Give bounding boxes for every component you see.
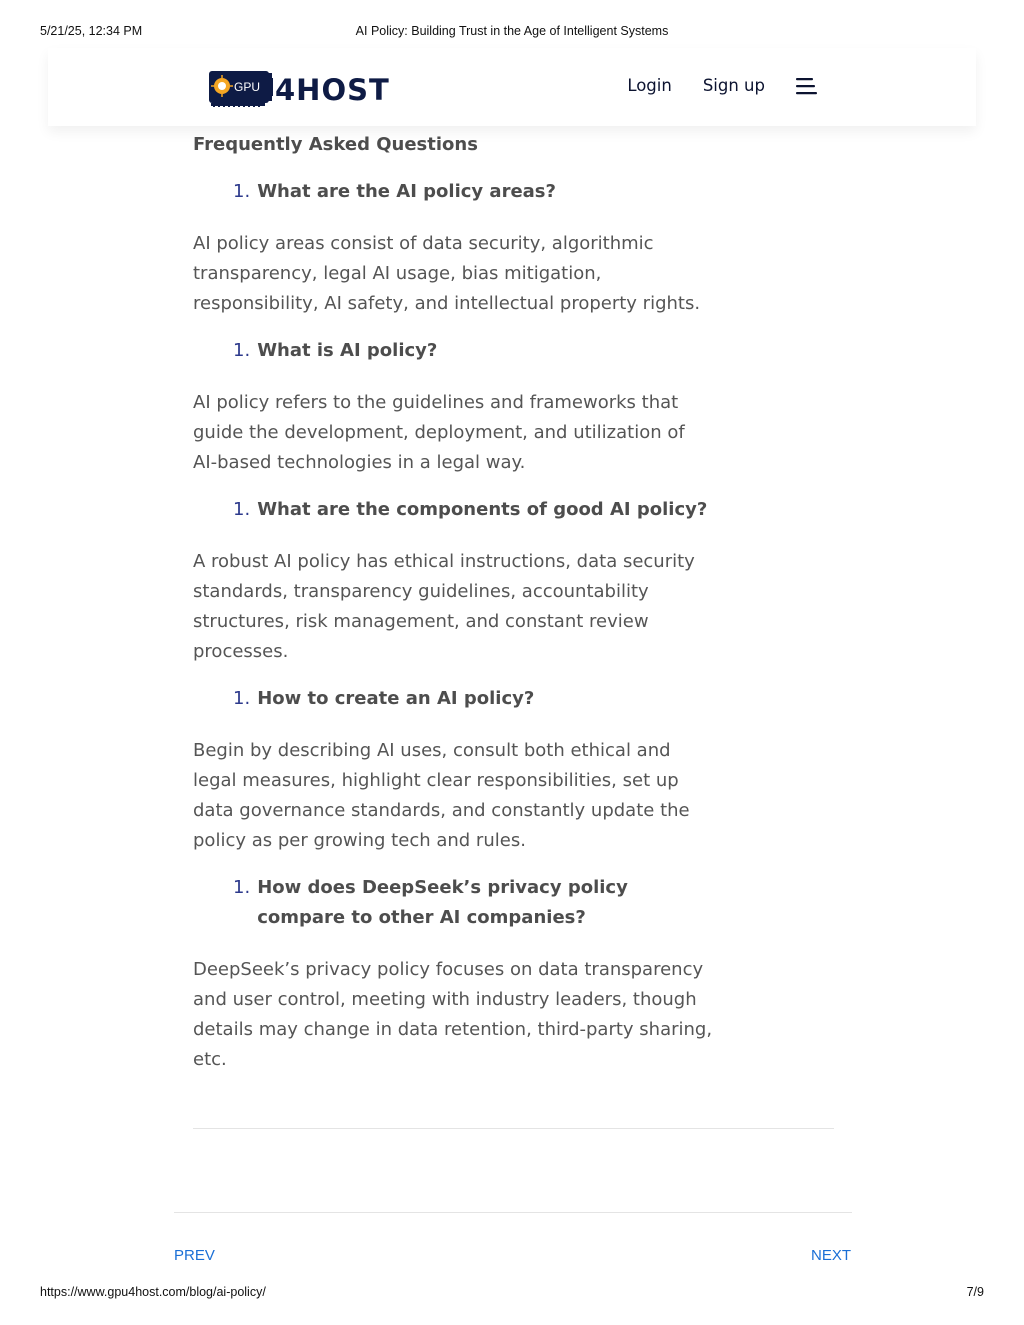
hamburger-menu-icon[interactable] bbox=[796, 77, 818, 95]
next-post-link[interactable]: NEXT bbox=[810, 1247, 851, 1264]
pager-divider bbox=[174, 1212, 852, 1213]
list-number: 1. bbox=[233, 688, 251, 709]
print-url: https://www.gpu4host.com/blog/ai-policy/ bbox=[40, 1285, 266, 1299]
question-text: What is AI policy? bbox=[257, 340, 438, 361]
faq-answer: A robust AI policy has ethical instructions, data security standards, transparency guidelines, accountability structures, risk management, and constant review processes. bbox=[193, 551, 695, 662]
article-content bbox=[193, 125, 713, 1075]
svg-text:4HOST: 4HOST bbox=[275, 73, 390, 107]
site-header bbox=[48, 48, 976, 126]
prev-post-link[interactable]: PREV bbox=[174, 1247, 215, 1264]
content-divider bbox=[193, 1128, 834, 1129]
print-title: AI Policy: Building Trust in the Age of Intelligent Systems bbox=[355, 24, 669, 38]
question-text: How does DeepSeek’s privacy policy compare to other AI companies? bbox=[257, 877, 628, 928]
faq-question bbox=[233, 177, 713, 207]
faq-answer: Begin by describing AI uses, consult both ethical and legal measures, highlight clear responsibilities, set up data governance standards, and constantly update the policy as per growing tech and rules. bbox=[193, 740, 690, 851]
login-link[interactable]: Login bbox=[627, 76, 672, 95]
question-text: What are the components of good AI policy? bbox=[257, 499, 708, 520]
list-number: 1. bbox=[233, 877, 251, 898]
faq-question bbox=[233, 873, 713, 933]
faq-heading: Frequently Asked Questions bbox=[193, 134, 478, 155]
site-logo[interactable] bbox=[209, 69, 399, 107]
print-header bbox=[40, 24, 984, 42]
post-pager bbox=[174, 1247, 852, 1267]
question-text: What are the AI policy areas? bbox=[257, 181, 556, 202]
signup-link[interactable]: Sign up bbox=[702, 76, 765, 95]
list-number: 1. bbox=[233, 340, 251, 361]
faq-question bbox=[233, 684, 713, 714]
main-nav bbox=[627, 76, 818, 95]
faq-answer: AI policy refers to the guidelines and frameworks that guide the development, deployment, and utilization of AI-based technologies in a legal way. bbox=[193, 392, 685, 473]
print-date: 5/21/25, 12:34 PM bbox=[40, 24, 143, 38]
svg-text:GPU: GPU bbox=[234, 80, 261, 94]
faq-question bbox=[233, 336, 713, 366]
gpu4host-logo-icon bbox=[209, 69, 399, 107]
faq-answer: DeepSeek’s privacy policy focuses on data transparency and user control, meeting with industry leaders, though details may change in data retention, third-party sharing, etc. bbox=[193, 959, 713, 1070]
faq-question bbox=[233, 495, 713, 525]
list-number: 1. bbox=[233, 499, 251, 520]
list-number: 1. bbox=[233, 181, 251, 202]
question-text: How to create an AI policy? bbox=[257, 688, 535, 709]
print-page-number: 7/9 bbox=[966, 1285, 984, 1299]
faq-answer: AI policy areas consist of data security, algorithmic transparency, legal AI usage, bias mitigation, responsibility, AI safety, and intellectual property rights. bbox=[193, 233, 701, 314]
